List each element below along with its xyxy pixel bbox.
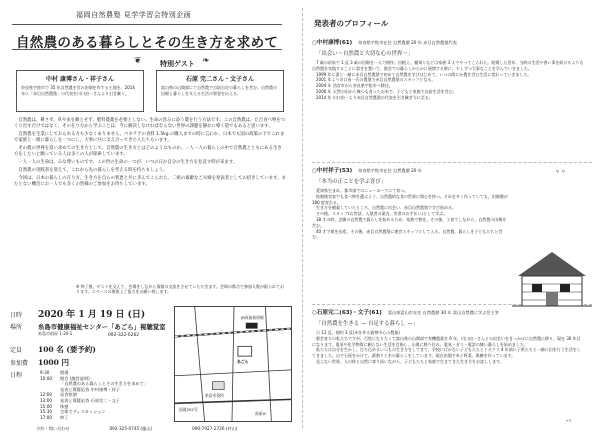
event-supertitle: 福岡自然農塾 見学学習会特別企画 bbox=[76, 11, 192, 19]
intro-paragraph: 今回は、日本の暮らしの在り方、生き方を自らの智恵と共に歩んでこられた、二組の素敵なご夫婦を発表者としてお招きしています。またとない機会にお一人でも多くの皆様のご参加をお待ちしています。 bbox=[14, 175, 286, 188]
speaker-ishihara bbox=[312, 308, 596, 365]
intro-text bbox=[14, 118, 286, 190]
map-label-route: 国道202号 bbox=[179, 407, 198, 412]
schedule-item: 17:00 終了 bbox=[40, 414, 69, 420]
person-icon: ○ bbox=[312, 40, 317, 46]
schedule-item: 9:30 開場 bbox=[40, 370, 69, 375]
address: 糸島市前原 1-20-1 bbox=[38, 331, 73, 336]
speaker-name: ○石原完二(63)・文子(61) 富山県富山市在住 自然農歴 30 年 富山自然農に学ぶ会主宰 bbox=[312, 310, 499, 316]
guest-name: 中村 康博さん・祥子さん bbox=[45, 76, 115, 83]
leaf-icon: ❧ bbox=[202, 56, 210, 66]
guest-description: 奈良県宇陀市で 35 年自然農を営み田畑を有する土地を、2014 年に「赤目自然農塾」の代表を川口由一さんより引き継ぐ。 bbox=[21, 85, 135, 96]
person-icon: ○ bbox=[312, 168, 317, 174]
barn-illustration-icon bbox=[512, 248, 592, 310]
contact-phone-1: 092-325-0745 (藤山) bbox=[109, 426, 153, 431]
intro-paragraph: 自然農は、耕さず、草や虫を敵とせず、肥料農薬を必要としない。生命の営みに添う農を行う方法です。この自然農は、ただ食べ物をつくり出すだけではなく、その在り方から学ぶことは、今に解決しなければならない世界の課題を静かに導く道でもあると思います。 bbox=[14, 118, 286, 130]
intro-paragraph: 自然農を生業にしておられる方も少なくありません。ベネチアの食料 1.5kg の購入までの時に言われ、日本でも国の政策の下でこれまで家族と一緒に暮らしを一つにし、大事に共に支え合ってきた人たちもいます。 bbox=[14, 132, 285, 144]
guest-box-ishihara bbox=[156, 70, 284, 112]
contact-label: 予約・問い合わせ bbox=[36, 426, 70, 431]
guest-label: 特別ゲスト bbox=[160, 60, 195, 68]
map-label-station: JR筑前前原駅 bbox=[241, 315, 264, 320]
intro-paragraph: その農の世界を追い求めての生き方として、自然農の生き方とはどのようなものか。一人一人の暮らしの中で自然農とともにある生き方をしたいと願っている人は多くの人が探索しています。 bbox=[14, 146, 282, 158]
intro-paragraph: 自然農の実践者を迎えて、これから先の暮らしを考える時を持ちましょう。 bbox=[18, 168, 168, 174]
map-label-city-office: 糸島市役所 bbox=[205, 393, 224, 398]
contact-phone-2: 090-7927-2726 (村山) bbox=[192, 426, 238, 431]
fee-value: 1000 円 bbox=[38, 358, 69, 367]
guest-box-nakamura bbox=[16, 70, 144, 112]
map-label-ic: 前原IC bbox=[255, 411, 267, 416]
capacity-row bbox=[10, 344, 166, 355]
schedule-list bbox=[40, 370, 170, 420]
guest-description: 富山県の山間部にて自然農で自給自足の暮らしを営む。自然農の田畑と暮らしを支える生活の智恵を伝える。 bbox=[161, 85, 277, 96]
place-tel: 092-322-6262 bbox=[108, 333, 140, 338]
title-box bbox=[12, 24, 282, 50]
speaker-talk-title: 「自然農を生きる — 自足する暮らし —」 bbox=[316, 321, 419, 327]
schedule-item: 13:00 発表と質疑応答 石原完二・文子 bbox=[40, 397, 120, 403]
section-separator bbox=[312, 162, 592, 163]
speaker-bio: 日 13 反、畑約 3 反(米を作る穀物中心の農業) 都会育ちの私たちですが、百姓になりたくて富山県の山間部で有機農業を 6 年、川口由一さんとの出会いをきっかけに自然農に移り、現在 30 年目になります。電気や化学物質に頼らない生活を目指し、山奥に移り住み、電気・ガス・電話の無い暮らしを始めました。 私たちは自分を生かし、打ち込めるいつもの生き方をしてきて、学校に行かない子どもたちとトオクリ 4 年前に子供たちと一緒に田を行う生活をしてきました。山で石屋をかけて、薪割りと木の暮らしをしています。現在田畑で米と野菜、果樹を作っています。 見えない世界、人の絆と自然に寄り添いながら、子どもたちと家族で生きてきた生き方をお話しします。 bbox=[312, 330, 581, 364]
profile-heading: 発表者のプロフィール bbox=[314, 19, 389, 28]
column-divider bbox=[302, 8, 303, 428]
schedule-item: 12:00 昼食休憩 bbox=[40, 392, 77, 398]
capacity-value: 100 名 (要予約) bbox=[38, 345, 96, 354]
speaker-bio: 7 歳の頃家で 1 反 3 畝の田畑を一人で耕作。田植え、稲刈りなどは家族 3 人でやってこられた。結婚した翌年、当時の生活や習い事を続けるよりも自然農を実践することに重きを置いて、都会での暮らしからかに展開する時に、少しずつ大事なことを学んでいきました。 1999 年に妻と一緒に赤目自然農塾で初めて自然農を学びはじめて、いつの間にか農を営む生活に変わっていきました。 2001 年より川口由一氏の農塾で赤目自然農塾のスタッフとなる。 2004 年 西宮市から奈良県宇陀市へ移住。 2006 年 天然の田から幾つも育ったお米で、子どもと家族で自給生活を営む。 2014 年 川口由一より赤目自然農塾の代表を引き継ぎ今に至る。 bbox=[312, 60, 584, 100]
speaker-talk-title: 「本当の正ことを学ぶ喜び」 bbox=[316, 179, 387, 185]
schedule-item: 10:00 開会 (趣旨説明) bbox=[40, 375, 90, 381]
event-note: ※ 終了後、ゲストを交えて、会場をしながら情報の交流をさせていただきます。会場の都合で参加人数が限られております。スペースの関係上ご協力をお願い致します。 bbox=[76, 284, 285, 295]
event-title: 自然農のある暮らしとその生き方を求めて bbox=[16, 35, 279, 51]
profile-column bbox=[308, 4, 596, 434]
speaker-talk-title: 「出会い〜自然農と大切な心の世界〜」 bbox=[316, 51, 414, 57]
leaf-icon: ❦ bbox=[134, 56, 142, 66]
fee-key: 参加費 bbox=[10, 360, 29, 367]
schedule-item: 「自然農のある暮らしとその生き方を求めて」 bbox=[60, 381, 148, 387]
schedule-key: 日程 bbox=[10, 372, 23, 379]
contact-info bbox=[36, 426, 296, 432]
date-value: 2020 年 1 月 19 日 (日) bbox=[38, 310, 146, 320]
speaker-bio: 愛知県生まれ。都市部でのニューヨークにて育つ。 結婚後実家でも食べ物を選ぶよう、自然農的な食の世界に関心を持つ。それを多く作っていても、田畑歴が 180 度変わる。 生き方を模索していたところ、自然農に出会い、赤目自然農塾で学び始める。 その後、スタッフ(お世話、入塾者の案内、実習のお手伝い)として学ぶ。 38 才の時、念願の自然農で暮らしを始めるため、家族で移住。その後、子育てしながら、自然農の田畑を営む。 40 才で娘を出産。その後、赤目自然農塾に運営スタッフとして入る。自然農、暮らしを子どもたちと営む。 bbox=[312, 188, 508, 240]
schedule-item: 発表と質疑応答 中村康博・祥子 bbox=[60, 386, 120, 392]
schedule-item: 15:00 休憩 bbox=[40, 403, 69, 409]
fee-row bbox=[10, 357, 166, 368]
map-drawing bbox=[175, 307, 291, 421]
capacity-key: 定員 bbox=[10, 347, 23, 354]
event-column bbox=[6, 4, 296, 434]
place-key: 場所 bbox=[10, 324, 23, 331]
speaker-name: ○中村康博(61) 奈良県宇陀市在住 自然農歴 20 年 赤目自然農塾代表 bbox=[312, 40, 457, 46]
date-row bbox=[10, 307, 166, 320]
guest-name: 石原 完二さん・文子さん bbox=[185, 76, 255, 83]
date-key: 日時 bbox=[10, 312, 23, 319]
speaker-nakamura-yasuhiro bbox=[312, 38, 596, 101]
speaker-name: ○中村祥子(53) 奈良県宇陀市在住 自然農歴 20 年 bbox=[312, 168, 422, 174]
place-row bbox=[10, 322, 166, 331]
birds-icon: ᵛ ᵛ bbox=[556, 168, 566, 177]
venue-map bbox=[174, 306, 292, 422]
speaker-nakamura-shoko bbox=[312, 166, 596, 240]
birds-icon: ᵛᵛ bbox=[566, 418, 572, 426]
schedule-item: 15:30 全体でディスカッション bbox=[40, 409, 106, 415]
person-icon: ○ bbox=[312, 310, 317, 316]
intro-paragraph: 一人一人の生命は、みな尊いものです。この世の生命の一つが、いつの日か自分の生き方を見直す時が来ます。 bbox=[18, 160, 238, 166]
place-value: 糸島市健康福祉センター「あごら」視聴覚室 bbox=[38, 323, 166, 331]
map-label-venue: あごら bbox=[237, 359, 249, 364]
